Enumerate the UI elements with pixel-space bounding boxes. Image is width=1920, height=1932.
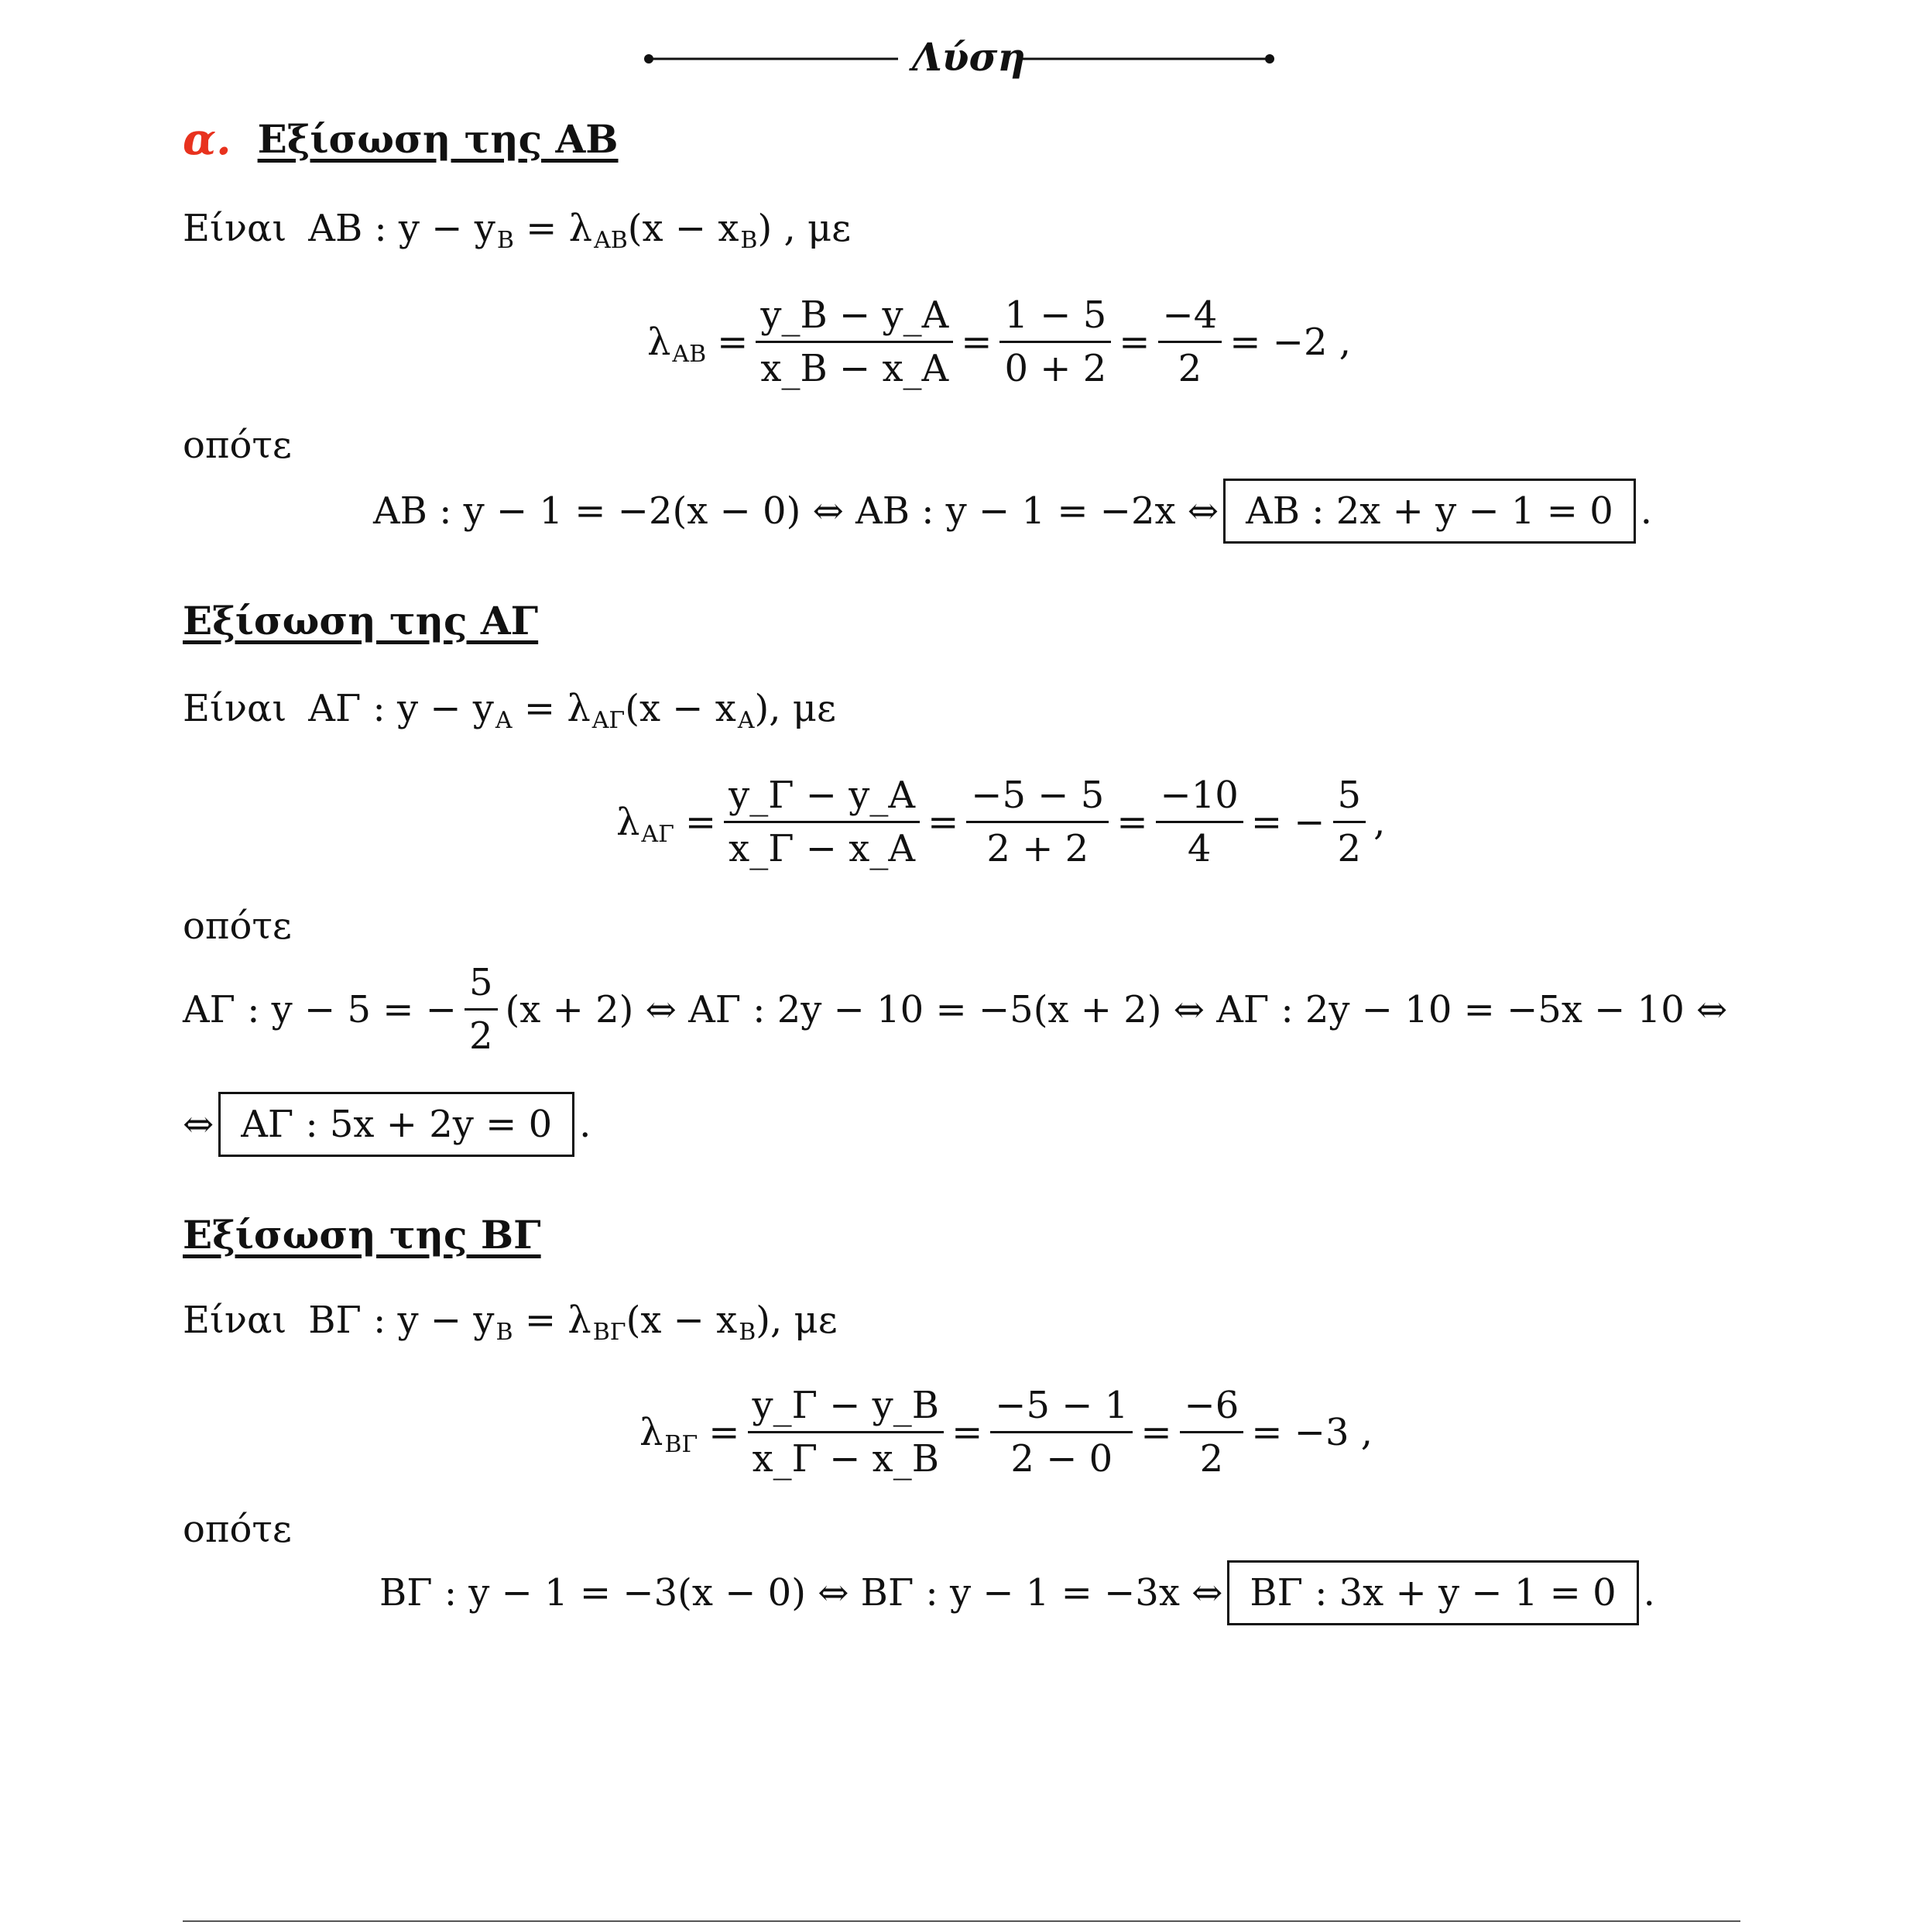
bg-eq-sign-3: = bbox=[1140, 1410, 1172, 1454]
ag-fraction-4-den: 2 bbox=[1337, 827, 1362, 870]
bg-intro-sub-bg: BΓ bbox=[592, 1319, 626, 1346]
ag-fraction-2-num: −5 − 5 bbox=[966, 773, 1109, 823]
ag-fraction-3-den: 4 bbox=[1187, 827, 1212, 870]
ab-intro-eq-4: ) , με bbox=[757, 207, 852, 250]
ag-fraction-2 bbox=[966, 773, 1109, 871]
ag-final-dot: . bbox=[579, 1103, 591, 1146]
footer-rule bbox=[183, 1920, 1740, 1922]
heading-ab: Εξίσωση της ΑΒ bbox=[257, 116, 619, 162]
ab-final-chain: AB : y − 1 = −2(x − 0) ⇔ AB : y − 1 = −2x ⇔ bbox=[373, 489, 1219, 533]
ag-fraction-3 bbox=[1156, 773, 1243, 871]
part-a-heading bbox=[183, 116, 619, 163]
ab-eq-sign-3: = bbox=[1119, 320, 1150, 364]
bg-fraction-2-num: −5 − 1 bbox=[990, 1383, 1133, 1433]
ab-fraction-1-den: x_B − x_A bbox=[760, 347, 949, 390]
ag-intro-eq-2: = λ bbox=[512, 687, 591, 730]
ab-intro-sub-b2: B bbox=[740, 227, 758, 254]
ag-eq-sign-3: = bbox=[1116, 800, 1148, 844]
ag-lambda-lhs: λ bbox=[616, 800, 640, 844]
ag-intro-sub-a2: A bbox=[737, 707, 755, 734]
ab-fraction-1-num: y_B − y_A bbox=[756, 293, 953, 343]
bg-final-chain: BΓ : y − 1 = −3(x − 0) ⇔ BΓ : y − 1 = −3x ⇔ bbox=[379, 1571, 1223, 1615]
ag-fraction-4-num: 5 bbox=[1333, 773, 1366, 823]
ab-lambda-sub: AB bbox=[672, 340, 707, 368]
bg-fraction-3-den: 2 bbox=[1199, 1437, 1224, 1481]
ag-fraction-1-num: y_Γ − y_A bbox=[724, 773, 920, 823]
ab-intro bbox=[183, 205, 851, 252]
ab-fraction-3-num: −4 bbox=[1158, 293, 1222, 343]
ag-intro-eq-1: AΓ : y − y bbox=[308, 687, 494, 730]
ag-fraction-1-den: x_Γ − x_A bbox=[729, 827, 916, 870]
bg-intro-sub-b1: B bbox=[495, 1319, 513, 1346]
part-a-label: α. bbox=[183, 114, 231, 165]
ab-then: οπότε bbox=[183, 424, 292, 467]
ag-fraction-2-den: 2 + 2 bbox=[986, 827, 1089, 870]
ab-final-box: AB : 2x + y − 1 = 0 bbox=[1223, 479, 1636, 544]
bg-then: οπότε bbox=[183, 1508, 292, 1551]
ag-line-1-suffix: (x + 2) ⇔ AΓ : 2y − 10 = −5(x + 2) ⇔ AΓ : 2y − 10 = −5x − 10 ⇔ bbox=[505, 987, 1728, 1031]
ag-result-suffix: , bbox=[1373, 800, 1386, 844]
ag-fraction-4 bbox=[1333, 773, 1366, 871]
ab-fraction-3-den: 2 bbox=[1178, 347, 1202, 390]
ab-fraction-2-num: 1 − 5 bbox=[999, 293, 1111, 343]
ag-line-1 bbox=[183, 960, 1727, 1059]
bg-final-box: BΓ : 3x + y − 1 = 0 bbox=[1227, 1560, 1638, 1625]
bg-lambda-sub: BΓ bbox=[664, 1430, 698, 1458]
ab-lambda bbox=[647, 293, 1351, 391]
bg-lambda-lhs: λ bbox=[639, 1410, 663, 1454]
bg-fraction-2 bbox=[990, 1383, 1133, 1481]
ag-then: οπότε bbox=[183, 904, 292, 948]
ab-intro-sub-ab: AB bbox=[594, 227, 628, 254]
heading-bg: Εξίσωση της ΒΓ bbox=[183, 1212, 541, 1258]
bg-eq-sign-1: = bbox=[708, 1410, 740, 1454]
ab-result: = −2 , bbox=[1229, 320, 1352, 364]
ab-eq-sign-2: = bbox=[961, 320, 993, 364]
ag-fraction-3-num: −10 bbox=[1156, 773, 1243, 823]
bg-final bbox=[379, 1560, 1655, 1625]
bg-lambda bbox=[639, 1383, 1373, 1481]
ab-final bbox=[373, 479, 1652, 544]
ab-fraction-3 bbox=[1158, 293, 1222, 391]
ab-intro-sub-b1: B bbox=[496, 227, 514, 254]
bg-intro-eq-2: = λ bbox=[513, 1299, 591, 1342]
header-title: Λύση bbox=[912, 34, 1026, 80]
bg-fraction-3-num: −6 bbox=[1180, 1383, 1244, 1433]
bg-intro-eq-4: ), με bbox=[756, 1299, 838, 1342]
ab-intro-eq-1: AB : y − y bbox=[308, 207, 495, 250]
bg-fraction-1 bbox=[748, 1383, 945, 1481]
ab-intro-eq-2: = λ bbox=[513, 207, 593, 250]
ag-lambda-sub: AΓ bbox=[641, 820, 674, 848]
ab-fraction-1 bbox=[756, 293, 953, 391]
ab-intro-word: Είναι bbox=[183, 207, 287, 250]
ag-intro-sub-a1: A bbox=[495, 707, 513, 734]
header bbox=[643, 31, 1277, 85]
ag-line-1-fraction-den: 2 bbox=[469, 1014, 493, 1058]
ag-fraction-1 bbox=[724, 773, 920, 871]
ag-intro-sub-ag: AΓ bbox=[591, 707, 626, 734]
header-right-rule bbox=[1014, 31, 1277, 85]
ag-intro-word: Είναι bbox=[183, 687, 287, 730]
bg-intro-sub-b2: B bbox=[739, 1319, 756, 1346]
ag-final-box: AΓ : 5x + 2y = 0 bbox=[218, 1092, 574, 1157]
ab-intro-eq-3: (x − x bbox=[627, 207, 739, 250]
ab-fraction-2-den: 0 + 2 bbox=[1004, 347, 1107, 390]
ag-lambda bbox=[616, 773, 1385, 871]
ab-lambda-lhs: λ bbox=[647, 320, 671, 364]
bg-fraction-2-den: 2 − 0 bbox=[1010, 1437, 1113, 1481]
bg-fraction-3 bbox=[1180, 1383, 1244, 1481]
bg-intro bbox=[183, 1297, 838, 1346]
ag-result-prefix: = − bbox=[1250, 800, 1325, 844]
ab-eq-sign-1: = bbox=[717, 320, 749, 364]
ag-intro bbox=[183, 685, 836, 732]
ag-line-1-fraction bbox=[465, 960, 498, 1059]
header-left-rule bbox=[643, 31, 906, 85]
ag-intro-eq-4: ), με bbox=[754, 687, 836, 730]
ag-line-1-fraction-num: 5 bbox=[465, 960, 498, 1011]
bg-result: = −3 , bbox=[1251, 1410, 1373, 1454]
bg-fraction-1-den: x_Γ − x_B bbox=[752, 1437, 940, 1481]
ag-eq-sign-2: = bbox=[927, 800, 959, 844]
ag-eq-sign-1: = bbox=[684, 800, 717, 844]
ab-final-dot: . bbox=[1640, 489, 1652, 533]
ag-final-prefix: ⇔ bbox=[183, 1103, 214, 1146]
bg-intro-eq-3: (x − x bbox=[626, 1299, 738, 1342]
bg-eq-sign-2: = bbox=[951, 1410, 983, 1454]
ag-intro-eq-3: (x − x bbox=[625, 687, 736, 730]
bg-final-dot: . bbox=[1643, 1571, 1655, 1615]
heading-ag: Εξίσωση της ΑΓ bbox=[183, 598, 539, 643]
ab-fraction-2 bbox=[999, 293, 1111, 391]
ag-final bbox=[183, 1092, 591, 1157]
ag-line-1-prefix: AΓ : y − 5 = − bbox=[183, 987, 457, 1031]
bg-fraction-1-num: y_Γ − y_B bbox=[748, 1383, 945, 1433]
bg-intro-word: Είναι bbox=[183, 1299, 287, 1342]
bg-intro-eq-1: BΓ : y − y bbox=[308, 1299, 495, 1342]
